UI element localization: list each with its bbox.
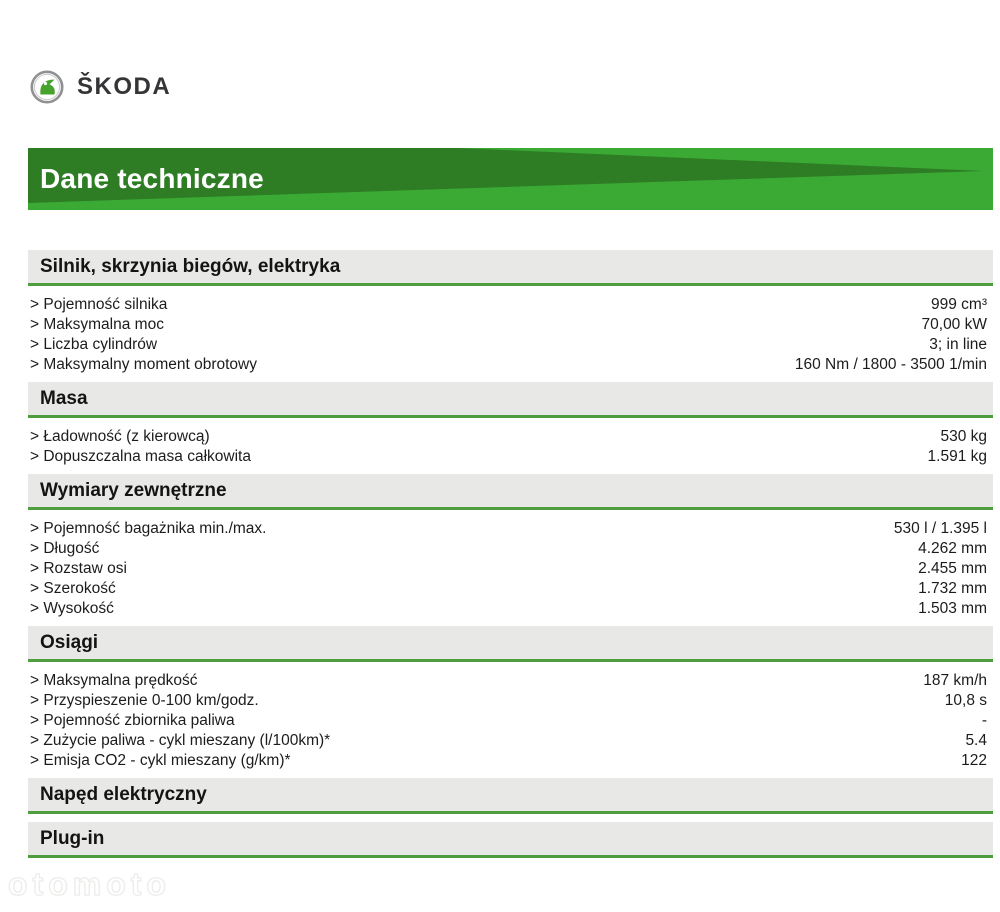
spec-value: 70,00 kW [921,316,987,333]
section-header [28,382,993,418]
spec-label: > Maksymalny moment obrotowy [30,356,257,373]
spec-row [28,315,993,335]
spec-value: 2.455 mm [918,560,987,577]
spec-row [28,579,993,599]
section-rows [28,858,993,866]
page-banner [28,148,993,210]
spec-section [28,626,993,778]
spec-label: > Emisja CO2 - cykl mieszany (g/km)* [30,752,291,769]
spec-section [28,822,993,866]
spec-label: > Pojemność zbiornika paliwa [30,712,235,729]
spec-value: 122 [961,752,987,769]
spec-row [28,355,993,375]
section-rows [28,814,993,822]
spec-label: > Liczba cylindrów [30,336,158,353]
spec-row [28,691,993,711]
spec-label: > Wysokość [30,600,114,617]
spec-row [28,731,993,751]
spec-label: > Długość [30,540,100,557]
spec-value: 3; in line [929,336,987,353]
section-title: Plug-in [40,827,105,849]
section-header [28,250,993,286]
spec-sections [28,250,993,866]
spec-row [28,599,993,619]
spec-row [28,519,993,539]
spec-section [28,250,993,382]
spec-value: 10,8 s [944,692,987,709]
section-title: Wymiary zewnętrzne [40,479,227,501]
spec-label: > Dopuszczalna masa całkowita [30,448,251,465]
spec-label: > Pojemność silnika [30,296,168,313]
spec-label: > Zużycie paliwa - cykl mieszany (l/100km)* [30,732,331,749]
spec-value: 530 l / 1.395 l [893,520,987,537]
section-rows [28,662,993,778]
spec-row [28,751,993,771]
spec-label: > Ładowność (z kierowcą) [30,428,210,445]
section-header [28,822,993,858]
spec-label: > Pojemność bagażnika min./max. [30,520,267,537]
spec-row [28,335,993,355]
spec-value: 187 km/h [923,672,987,689]
spec-value: 1.591 kg [927,448,987,465]
spec-row [28,559,993,579]
spec-value: - [981,712,987,729]
spec-value: 160 Nm / 1800 - 3500 1/min [794,356,987,373]
spec-label: > Przyspieszenie 0-100 km/godz. [30,692,259,709]
section-header [28,778,993,814]
section-header [28,626,993,662]
spec-row [28,671,993,691]
spec-value: 1.503 mm [918,600,987,617]
spec-label: > Maksymalna moc [30,316,164,333]
spec-value: 1.732 mm [918,580,987,597]
spec-row [28,539,993,559]
section-title: Masa [40,387,88,409]
spec-row [28,711,993,731]
spec-label: > Maksymalna prędkość [30,672,198,689]
brand-header [30,70,171,104]
spec-value: 530 kg [940,428,987,445]
section-rows [28,286,993,382]
watermark-text: otomoto [8,866,171,902]
spec-row [28,427,993,447]
section-rows [28,510,993,626]
section-header [28,474,993,510]
brand-wordmark: ŠKODA [77,73,172,100]
spec-section [28,474,993,626]
spec-label: > Rozstaw osi [30,560,127,577]
spec-section [28,778,993,822]
skoda-logo-icon [30,70,64,104]
spec-label: > Szerokość [30,580,116,597]
spec-value: 4.262 mm [918,540,987,557]
spec-value: 999 cm³ [931,296,987,313]
page-title: Dane techniczne [40,163,264,194]
spec-section [28,382,993,474]
section-title: Napęd elektryczny [40,783,207,805]
section-rows [28,418,993,474]
spec-value: 5.4 [965,732,987,749]
spec-row [28,295,993,315]
section-title: Silnik, skrzynia biegów, elektryka [40,255,341,277]
spec-row [28,447,993,467]
section-title: Osiągi [40,631,99,653]
